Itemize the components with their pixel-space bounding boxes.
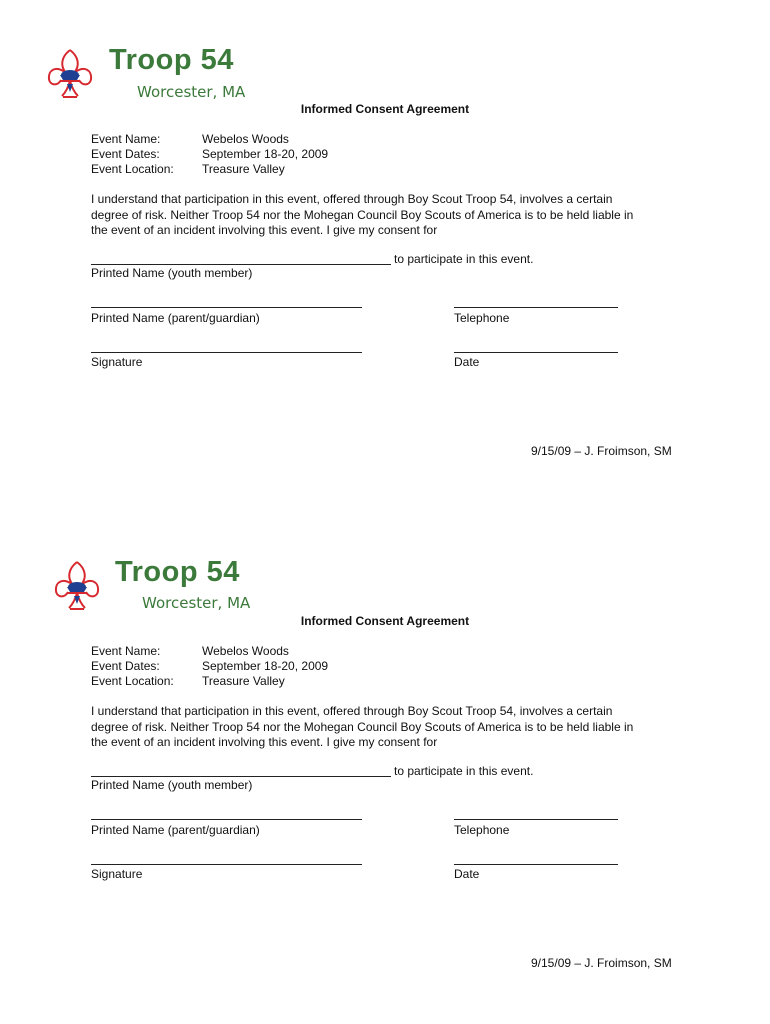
consent-paragraph-line: the event of an incident involving this event. I give my consent for [91,223,438,237]
youth-name-line[interactable] [91,264,391,265]
document-title: Informed Consent Agreement [300,614,470,628]
telephone-line[interactable] [454,307,618,308]
fleur-de-lis-emblem-icon [53,560,101,612]
consent-suffix-text: to participate in this event. [394,252,534,266]
consent-paragraph-line: degree of risk. Neither Troop 54 nor the Mohegan Council Boy Scouts of America is to be held liable in [91,719,634,734]
date-label: Date [454,355,480,369]
event-location-label: Event Location: [91,162,174,176]
youth-name-label: Printed Name (youth member) [91,266,253,280]
date-line[interactable] [454,864,618,865]
consent-paragraph [91,192,681,239]
signature-line[interactable] [91,352,362,353]
parent-name-line[interactable] [91,819,362,820]
event-name-value: Webelos Woods [202,644,289,658]
consent-paragraph-line: I understand that participation in this event, offered through Boy Scout Troop 54, involves a certain [91,192,613,206]
consent-form-bottom [0,512,770,1024]
troop-logo-subtitle: Worcester, MA [142,594,251,612]
youth-name-line[interactable] [91,776,391,777]
event-name-label: Event Name: [91,644,161,658]
signature-label: Signature [91,867,143,881]
event-dates-label: Event Dates: [91,147,160,161]
consent-paragraph-line: degree of risk. Neither Troop 54 nor the Mohegan Council Boy Scouts of America is to be held liable in [91,207,634,222]
youth-name-label: Printed Name (youth member) [91,778,253,792]
event-location-label: Event Location: [91,674,174,688]
footer-note: 9/15/09 – J. Froimson, SM [531,444,672,458]
parent-name-label: Printed Name (parent/guardian) [91,823,260,837]
event-dates-value: September 18-20, 2009 [202,659,329,673]
consent-paragraph [91,704,681,751]
fleur-de-lis-emblem-icon [46,48,94,100]
troop-logo-title: Troop 54 [115,556,240,588]
telephone-label: Telephone [454,311,510,325]
telephone-label: Telephone [454,823,510,837]
event-name-value: Webelos Woods [202,132,289,146]
parent-name-label: Printed Name (parent/guardian) [91,311,260,325]
event-location-value: Treasure Valley [202,674,285,688]
telephone-line[interactable] [454,819,618,820]
date-label: Date [454,867,480,881]
consent-paragraph-line: I understand that participation in this event, offered through Boy Scout Troop 54, involves a certain [91,704,613,718]
troop-logo-subtitle: Worcester, MA [137,83,246,101]
troop-logo-title: Troop 54 [109,44,234,76]
consent-suffix-text: to participate in this event. [394,764,534,778]
signature-label: Signature [91,355,143,369]
consent-paragraph-line: the event of an incident involving this event. I give my consent for [91,735,438,749]
signature-line[interactable] [91,864,362,865]
event-location-value: Treasure Valley [202,162,285,176]
document-title: Informed Consent Agreement [300,102,470,116]
date-line[interactable] [454,352,618,353]
event-dates-value: September 18-20, 2009 [202,147,329,161]
event-dates-label: Event Dates: [91,659,160,673]
footer-note: 9/15/09 – J. Froimson, SM [531,956,672,970]
event-name-label: Event Name: [91,132,161,146]
parent-name-line[interactable] [91,307,362,308]
